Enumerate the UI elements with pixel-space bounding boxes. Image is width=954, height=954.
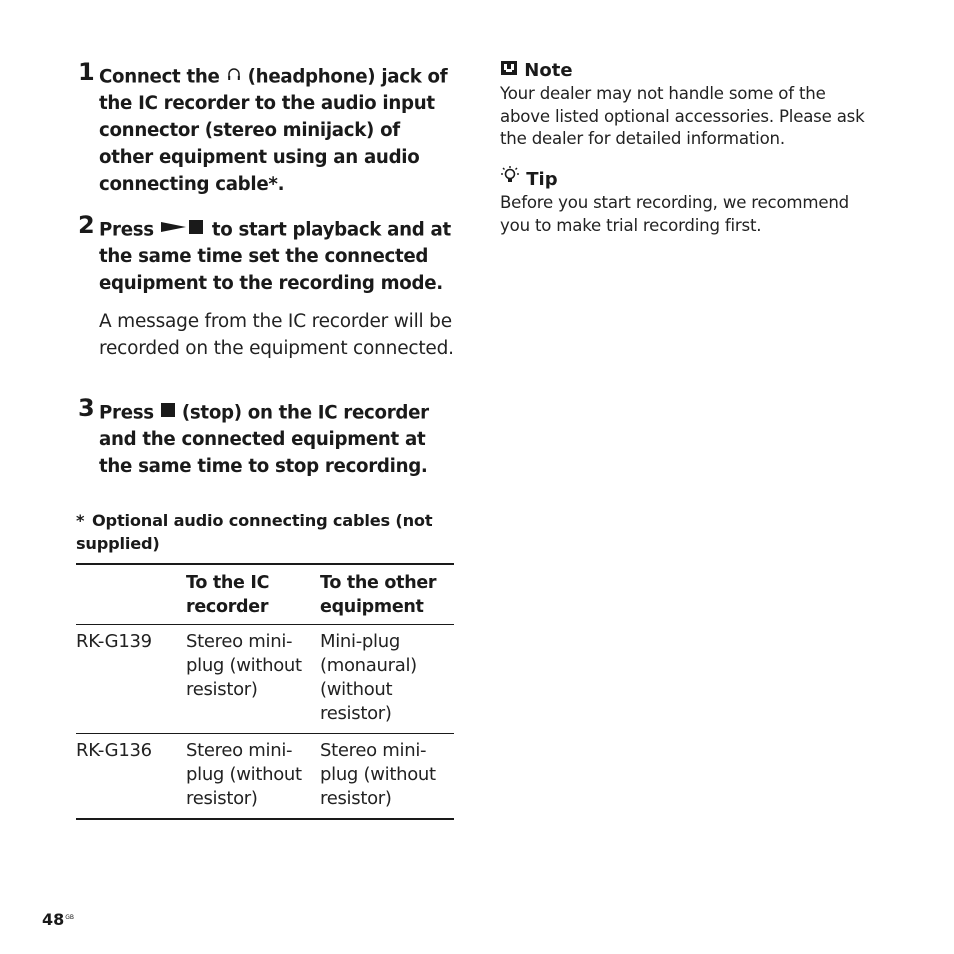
step-description: A message from the IC recorder will be recorded on the equipment connected. — [99, 310, 454, 359]
tip-title: Tip — [500, 168, 880, 192]
step-instruction: Connect the (headphone) jack of the IC recorder to the audio input connector (stereo minijack) of other equipment using an audio connecting cable*. — [99, 64, 458, 198]
table-row — [76, 624, 454, 733]
step-instruction: Press (stop) on the IC recorder and the connected equipment at the same time to stop recording. — [99, 400, 458, 481]
table-header-cell: To the IC recorder — [186, 564, 320, 624]
step-1 — [78, 58, 458, 198]
step-3 — [78, 394, 458, 481]
table-header-row — [76, 564, 454, 624]
page-number: $48^{GB}$ — [42, 910, 75, 929]
note-text: Your dealer may not handle some of the above listed optional accessories. Please ask the dealer for detailed information. — [500, 84, 865, 149]
table-cell: RK-G136 — [76, 733, 186, 818]
step-number: 2 — [78, 211, 95, 239]
table-header-cell — [76, 564, 186, 624]
table-cell: RK-G139 — [76, 624, 186, 733]
footnote-text: Optional audio connecting cables (not supplied) — [76, 511, 433, 553]
footnote — [76, 509, 456, 555]
table-cell: Stereo mini-plug (without resistor) — [320, 733, 454, 818]
table-cell: Mini-plug (monaural) (without resistor) — [320, 624, 454, 733]
tip-section — [500, 168, 880, 237]
table-cell: Stereo mini-plug (without resistor) — [186, 733, 320, 818]
lightbulb-icon — [500, 168, 520, 192]
footnote-marker: * — [76, 511, 85, 530]
note-section — [500, 59, 880, 151]
note-title: Note — [500, 59, 880, 83]
tip-text: Before you start recording, we recommend you to make trial recording first. — [500, 193, 850, 235]
note-icon — [500, 59, 518, 83]
step-number: 3 — [78, 394, 95, 422]
page-suffix: GB — [65, 913, 75, 921]
play-stop-icon — [160, 217, 206, 244]
step-2 — [78, 211, 458, 362]
cables-table — [76, 563, 454, 820]
step-instruction: Press to start playback and at the same time set the connected equipment to the recording mode. — [99, 217, 458, 298]
table-header-cell: To the other equipment — [320, 564, 454, 624]
table-cell: Stereo mini-plug (without resistor) — [186, 624, 320, 733]
headphone-icon — [226, 64, 242, 91]
stop-icon — [160, 400, 176, 427]
step-number: 1 — [78, 58, 95, 86]
table-row — [76, 733, 454, 818]
